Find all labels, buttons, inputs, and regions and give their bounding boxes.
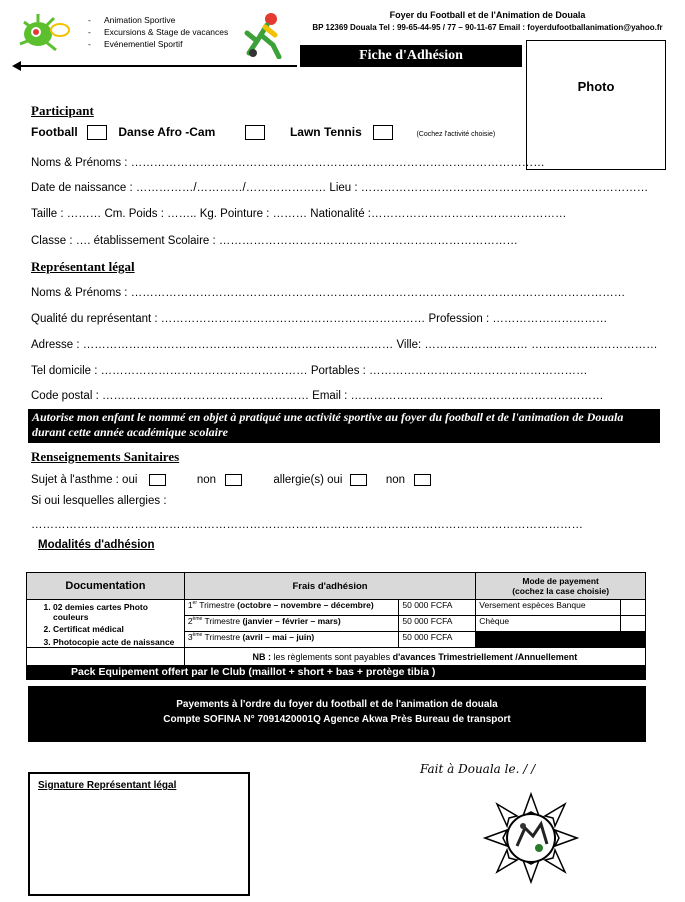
activity-tennis-checkbox[interactable] xyxy=(373,125,393,140)
payment-option-checkbox[interactable] xyxy=(621,600,646,616)
trimester-amount: 50 000 FCFA xyxy=(399,600,476,616)
modalites-title: Modalités d'adhésion xyxy=(38,539,155,551)
payment-info-box xyxy=(28,686,646,742)
service-item: - Animation Sportive xyxy=(104,14,228,26)
allergie-non-label: non xyxy=(385,474,406,487)
representant-qualite-field[interactable]: Qualité du représentant : …………………………………………………………… Profession : ………………………… xyxy=(31,313,608,325)
section-representant-title: Représentant légal xyxy=(31,259,135,274)
section-sanitaire-title: Renseignements Sanitaires xyxy=(31,449,180,464)
service-item: - Excursions & Stage de vacances xyxy=(104,26,228,38)
service-item: - Evénementiel Sportif xyxy=(104,38,228,50)
participant-birth-field[interactable]: Date de naissance : ……………/…………/………………… Lieu : ………………………………………………………………… xyxy=(31,182,649,194)
allergie-label: allergie(s) oui xyxy=(273,474,343,487)
pack-equipement-banner: Pack Equipement offert par le Club (maillot + short + bas + protège tibia ) xyxy=(27,666,646,680)
activity-tennis-label: Lawn Tennis xyxy=(289,125,362,139)
documentation-header: Documentation xyxy=(27,573,185,600)
club-logo-left xyxy=(14,12,72,56)
document-item: 1. 02 demies cartes Photo couleurs xyxy=(53,602,178,622)
payment-header-title: Mode de payement xyxy=(522,576,599,586)
organization-name: Foyer du Football et de l'Animation de Douala xyxy=(389,10,586,20)
trimester-row: 3ème Trimestre (avril – mai – juin) xyxy=(184,632,399,648)
activity-danse-label: Danse Afro -Cam xyxy=(118,125,216,139)
arrow-left-icon xyxy=(12,61,21,71)
organization-header xyxy=(300,10,675,32)
organization-contact: BP 12369 Douala Tel : 99-65-44-95 / 77 – 90-11-67 Email : foyerdufootballanimation@yahoo.fr xyxy=(312,23,663,32)
fees-table xyxy=(26,572,646,680)
services-list xyxy=(104,14,228,50)
representant-address-field[interactable]: Adresse : ……………………………………………………………………… Ville: ……………………… …………………………… xyxy=(31,339,658,351)
activity-football-label: Football xyxy=(31,125,78,139)
form-title: Fiche d'Adhésion xyxy=(300,45,522,67)
documents-cell-end xyxy=(27,648,185,666)
payment-header xyxy=(476,573,646,600)
payment-empty-cell xyxy=(476,632,646,648)
asthme-row xyxy=(31,474,431,486)
activity-note: (Cochez l'activité choisie) xyxy=(416,131,496,138)
nb-note: NB : les règlements sont payables d'avances Trimestriellement /Annuellement xyxy=(184,648,645,666)
asthme-label: Sujet à l'asthme : oui xyxy=(31,474,138,487)
document-item: 2. Certificat médical xyxy=(53,624,178,634)
fees-header: Frais d'adhésion xyxy=(184,573,475,600)
signature-box[interactable] xyxy=(28,772,250,896)
photo-box[interactable] xyxy=(526,40,666,170)
trimester-amount: 50 000 FCFA xyxy=(399,616,476,632)
participant-school-field[interactable]: Classe : …. établissement Scolaire : …………………………………………………………………… xyxy=(31,235,518,247)
authorization-banner: Autorise mon enfant le nommé en objet à pratiqué une activité sportive au foyer du football et de l'animation de Douala durant cette année académique scolaire xyxy=(28,409,660,443)
activity-football-checkbox[interactable] xyxy=(87,125,107,140)
asthme-non-label: non xyxy=(196,474,216,487)
payment-line-2: Compte SOFINA N° 7091420001Q Agence Akwa Près Bureau de transport xyxy=(163,714,511,725)
fait-a-douala: Fait à Douala le. / / xyxy=(420,762,536,776)
trimester-row: 2ème Trimestre (janvier – février – mars) xyxy=(184,616,399,632)
asthme-non-checkbox[interactable] xyxy=(225,474,242,486)
section-participant-title: Participant xyxy=(31,103,94,118)
allergies-field[interactable]: ……………………………………………………………………………………………………………………………… xyxy=(31,519,583,531)
signature-label: Signature Représentant légal xyxy=(38,780,177,791)
documents-cell xyxy=(27,600,185,648)
activity-danse-checkbox[interactable] xyxy=(245,125,265,140)
asthme-oui-checkbox[interactable] xyxy=(149,474,166,486)
document-item: 3. Photocopie acte de naissance xyxy=(53,637,178,647)
payment-header-subtitle: (cochez la case choisie) xyxy=(512,586,610,596)
payment-option-label: Versement espèces Banque xyxy=(476,600,621,616)
payment-option-checkbox[interactable] xyxy=(621,616,646,632)
allergies-question: Si oui lesquelles allergies : xyxy=(31,495,167,507)
trimester-row: 1er Trimestre (octobre – novembre – décembre) xyxy=(184,600,399,616)
trimester-amount: 50 000 FCFA xyxy=(399,632,476,648)
participant-measures-field[interactable]: Taille : ……… Cm. Poids : …….. Kg. Pointure : ……… Nationalité :…………………………………………… xyxy=(31,208,567,220)
payment-option-label: Chèque xyxy=(476,616,621,632)
allergie-non-checkbox[interactable] xyxy=(414,474,431,486)
representant-phone-field[interactable]: Tel domicile : ……………………………………………… Portables : ………………………………………………… xyxy=(31,365,588,377)
representant-email-field[interactable]: Code postal : ……………………………………………… Email : ………………………………………………………… xyxy=(31,390,604,402)
sun-logo-icon xyxy=(483,792,579,884)
photo-label: Photo xyxy=(577,79,615,94)
payment-line-1: Payements à l'ordre du foyer du football et de l'animation de douala xyxy=(176,699,498,710)
participant-name-field[interactable]: Noms & Prénoms : ……………………………………………………………………………………………… xyxy=(31,157,545,169)
allergie-oui-checkbox[interactable] xyxy=(350,474,367,486)
activity-selection xyxy=(31,125,495,140)
representant-name-field[interactable]: Noms & Prénoms : ………………………………………………………………………………………………………………… xyxy=(31,287,626,299)
header-arrow-line xyxy=(14,65,297,67)
football-player-logo xyxy=(243,11,285,59)
